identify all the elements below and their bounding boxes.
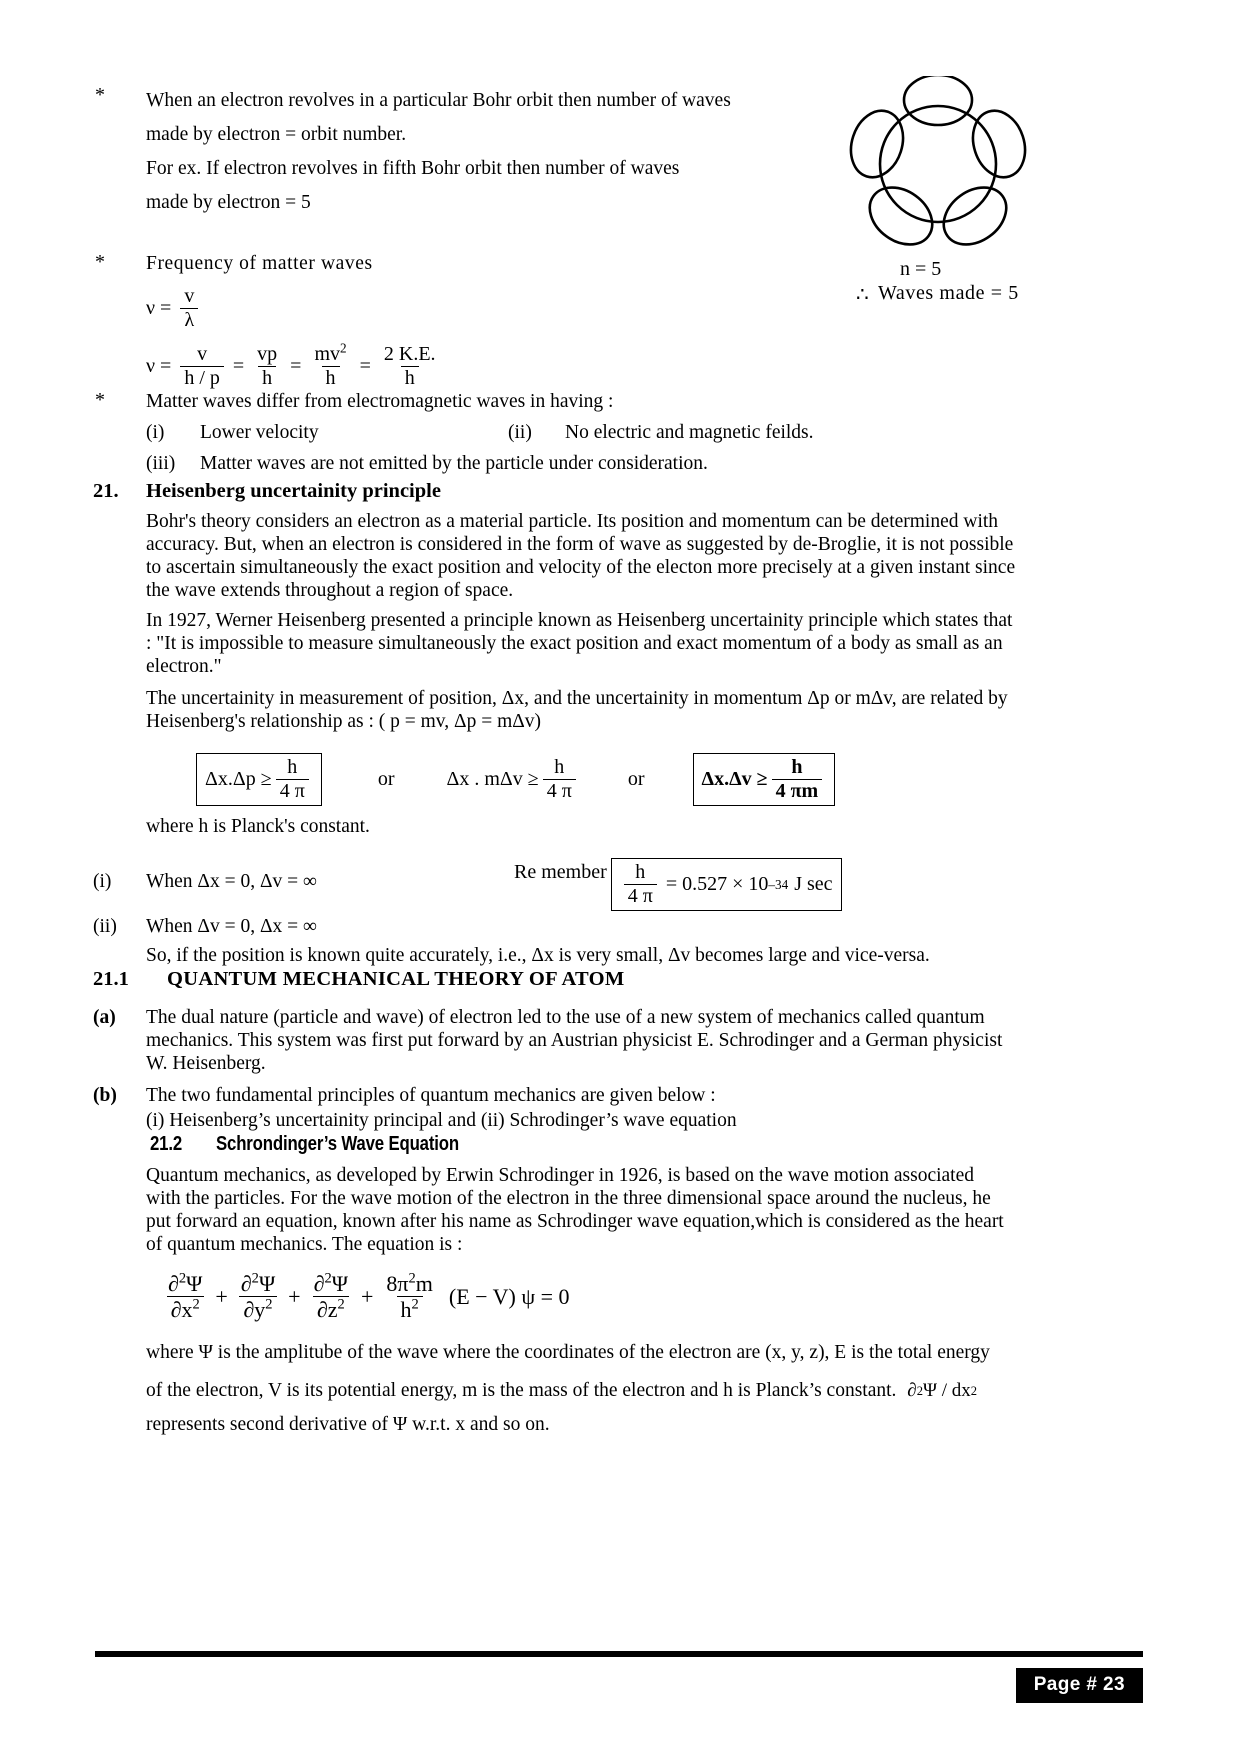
bullet-1-line-3: For ex. If electron revolves in fifth Bohr orbit then number of waves <box>146 158 680 179</box>
fraction-d2psi-dz2 <box>310 1272 352 1321</box>
list-marker-i: (i) <box>146 422 165 443</box>
fraction-numerator <box>382 1272 437 1296</box>
footer-divider <box>95 1651 1143 1657</box>
paragraph-line: The uncertainity in measurement of position, Δx, and the uncertainity in momentum Δp or mΔv, are related by <box>146 688 1008 709</box>
exponent-2: 2 <box>251 1270 259 1287</box>
fraction-denominator: h <box>322 366 340 389</box>
paragraph-line: Bohr's theory considers an electron as a material particle. Its position and momentum can be determined with <box>146 511 999 532</box>
exponent-2: 2 <box>337 1296 345 1313</box>
fraction-8pi2m-over-h2 <box>382 1272 437 1321</box>
diagram-label-n: n = 5 <box>900 258 942 280</box>
fraction-numerator: h <box>635 861 646 883</box>
case-followup-text: So, if the position is known quite accurately, i.e., Δx is very small, Δv becomes large and vice-versa. <box>146 945 930 966</box>
nu-symbol: ν <box>146 297 156 319</box>
diagram-therefore-symbol: ∴ <box>856 284 869 306</box>
partial-y: ∂y <box>243 1297 266 1323</box>
exponent-2: 2 <box>192 1296 200 1313</box>
section-title-heisenberg: Heisenberg uncertainity principle <box>146 480 441 502</box>
paragraph-line: accuracy. But, when an electron is considered in the form of wave as suggested by de-Broglie, it is not possible <box>146 534 1014 555</box>
exponent-2: 2 <box>408 1270 416 1287</box>
fraction-numerator <box>310 1272 352 1296</box>
chain-lhs: ν <box>146 355 156 377</box>
fraction-denominator <box>313 1296 349 1321</box>
paragraph-line: The two fundamental principles of quantum mechanics are given below : <box>146 1085 716 1106</box>
fraction-denominator: 4 πm <box>772 779 823 802</box>
where-suffix: is the amplitube of the wave where the coordinates of the electron are (x, y, z), E is the total energy <box>212 1342 990 1363</box>
fraction-denominator <box>397 1296 423 1321</box>
list-item-not-emitted: Matter waves are not emitted by the particle under consideration. <box>200 453 708 474</box>
fraction-h-over-4pi <box>624 862 657 907</box>
psi-symbol: Ψ <box>198 1342 213 1363</box>
uncertainty-formula-2 <box>446 757 579 802</box>
where-prefix: where <box>146 1342 199 1363</box>
section-number-21-1: 21.1 <box>93 968 129 990</box>
fraction-denominator: h / p <box>180 366 224 389</box>
partial-symbol: ∂ <box>168 1271 179 1296</box>
partial-symbol: ∂ <box>313 1271 325 1296</box>
paragraph-line: Quantum mechanics, as developed by Erwin Schrodinger in 1926, is based on the wave motion associated <box>146 1165 975 1186</box>
fraction-numerator <box>164 1272 206 1296</box>
remember-unit: J sec <box>794 873 833 895</box>
bullet-1-line-1: When an electron revolves in a particular Bohr orbit then number of waves <box>146 90 731 111</box>
uncertainty-lhs-1: Δx.Δp ≥ <box>205 768 272 790</box>
remember-value: 0.527 × 10 <box>682 873 769 895</box>
case-marker-i: (i) <box>93 871 112 892</box>
case-text-ii: When Δv = 0, Δx = ∞ <box>146 916 317 937</box>
psi-over-dx: Ψ / dx <box>922 1380 971 1401</box>
represents-prefix: represents second derivative of <box>146 1414 393 1435</box>
psi-symbol: Ψ <box>186 1271 203 1296</box>
frequency-of-matter-waves-title: Frequency of matter waves <box>146 253 373 274</box>
mv-text: mv <box>314 343 341 365</box>
fraction-denominator: 4 π <box>543 779 576 802</box>
plancks-constant-note: where h is Planck's constant. <box>146 816 370 837</box>
fraction-denominator: h <box>258 366 276 389</box>
standing-wave-diagram <box>838 76 1038 261</box>
uncertainty-lhs-3: Δx.Δv ≥ <box>701 768 768 790</box>
plus-sign-2: + <box>288 1283 301 1309</box>
page-number-badge: Page # 23 <box>1016 1668 1143 1703</box>
bullet-star-3: * <box>95 389 105 411</box>
fraction-denominator: λ <box>180 308 198 331</box>
diagram-label-waves: Waves made = 5 <box>878 282 1019 304</box>
fraction-denominator: 4 π <box>276 779 309 802</box>
list-item-lower-velocity: Lower velocity <box>200 422 319 443</box>
uncertainty-lhs-2: Δx . mΔv ≥ <box>446 768 539 790</box>
plus-sign-1: + <box>215 1283 228 1309</box>
psi-symbol: Ψ <box>258 1271 276 1296</box>
fraction-numerator: h <box>287 756 298 778</box>
exponent-2: 2 <box>411 1296 419 1313</box>
fraction-denominator: 4 π <box>624 884 657 907</box>
exponent-2: 2 <box>324 1270 332 1287</box>
matter-waves-differ-title: Matter waves differ from electromagnetic waves in having : <box>146 391 614 412</box>
bullet-star-1: * <box>95 84 105 106</box>
partial-z: ∂z <box>316 1297 338 1323</box>
fraction-numerator: v <box>184 285 195 307</box>
paragraph-line: the wave extends throughout a region of space. <box>146 580 514 601</box>
fraction-numerator: h <box>791 756 803 778</box>
section-title-schrodinger-wave-equation: Schrondinger’s Wave Equation <box>216 1133 459 1155</box>
chain-equals-2: = <box>232 355 245 377</box>
fraction-v-over-h-p <box>180 344 224 389</box>
paragraph-line: with the particles. For the wave motion of the electron in the three dimensional space around the nucleus, he <box>146 1188 991 1209</box>
fraction-numerator: 2 K.E. <box>383 343 436 365</box>
bullet-star-2: * <box>95 251 105 273</box>
fraction-d2psi-dx2 <box>164 1272 206 1321</box>
closing-paragraph-line-3 <box>146 1412 1156 1438</box>
list-item-no-electric-magnetic: No electric and magnetic feilds. <box>565 422 814 443</box>
fraction-mv2-over-h <box>310 340 350 389</box>
equals-sign: = <box>665 873 678 895</box>
paragraph-line: W. Heisenberg. <box>146 1053 266 1074</box>
paragraph-line: In 1927, Werner Heisenberg presented a principle known as Heisenberg uncertainity principle which states that <box>146 610 1013 631</box>
exponent-2: 2 <box>265 1296 273 1313</box>
remember-formula: $\frac{h}{4 \pi}$ = 0.527 × 10 –34 J sec <box>611 858 842 911</box>
paragraph-line: to ascertain simultaneously the exact position and velocity of the electon more precisely at a given instant since <box>146 557 1016 578</box>
represents-suffix: w.r.t. x and so on. <box>407 1414 550 1435</box>
fraction-numerator: v <box>197 343 208 365</box>
second-derivative-notation: ∂ 2 Ψ / dx 2 <box>907 1378 977 1404</box>
or-separator-1: or <box>377 768 395 790</box>
paragraph-line: (i) Heisenberg’s uncertainity principal and (ii) Schrodinger’s wave equation <box>146 1110 737 1131</box>
exponent-2: 2 <box>178 1270 187 1287</box>
section-number-21: 21. <box>93 480 119 502</box>
fraction-numerator: vp <box>257 343 278 365</box>
frequency-formula-chain <box>146 340 444 389</box>
chain-equals-3: = <box>290 355 302 377</box>
remember-label: Re member <box>514 861 607 883</box>
fraction-h-over-4pim <box>772 757 823 802</box>
section-number-21-2: 21.2 <box>150 1133 183 1155</box>
case-marker-ii: (ii) <box>93 916 117 937</box>
psi-symbol: Ψ <box>331 1271 348 1296</box>
chain-equals-1: = <box>160 355 172 377</box>
remember-box <box>514 858 842 911</box>
paragraph-line: The dual nature (particle and wave) of electron led to the use of a new system of mechanics called quantum <box>146 1007 985 1028</box>
frequency-formula-simple <box>146 286 202 331</box>
section-title-quantum-mechanical-theory: QUANTUM MECHANICAL THEORY OF ATOM <box>167 968 625 990</box>
bullet-1-line-2: made by electron = orbit number. <box>146 124 407 145</box>
closing-paragraph-line-1 <box>146 1340 1156 1366</box>
plus-sign-3: + <box>360 1283 374 1309</box>
psi-symbol: Ψ <box>392 1414 408 1435</box>
item-marker-a: (a) <box>93 1007 116 1028</box>
or-separator-2: or <box>627 768 645 790</box>
fraction-numerator <box>237 1272 279 1296</box>
eight-pi: 8π <box>386 1271 409 1296</box>
case-text-i: When Δx = 0, Δv = ∞ <box>146 871 317 892</box>
partial-symbol: ∂ <box>240 1271 252 1296</box>
fraction-denominator <box>239 1296 276 1321</box>
paragraph-line: Heisenberg's relationship as : ( p = mv, Δp = mΔv) <box>146 711 542 732</box>
chain-equals-4: = <box>359 355 371 377</box>
closing-paragraph-line-2 <box>146 1378 1156 1404</box>
schrodinger-tail: (E − V) ψ = 0 <box>448 1283 570 1309</box>
paragraph-line: electron." <box>146 656 222 677</box>
uncertainty-formula-box-3 <box>693 753 836 806</box>
uncertainty-relations-row <box>196 753 835 806</box>
exponent-2: 2 <box>340 340 347 356</box>
uncertainty-formula-box-1 <box>196 753 322 806</box>
planck-h: h <box>400 1297 412 1323</box>
partial-symbol: ∂ <box>907 1380 917 1401</box>
fraction-denominator: h <box>401 366 419 389</box>
paragraph-line: : "It is impossible to measure simultaneously the exact position and exact momentum of a body as small as an <box>146 633 1003 654</box>
list-marker-ii: (ii) <box>508 422 532 443</box>
standing-wave-svg <box>838 76 1038 256</box>
fraction-2ke-over-h <box>380 344 440 389</box>
paragraph-line: of quantum mechanics. The equation is : <box>146 1234 463 1255</box>
item-marker-b: (b) <box>93 1085 117 1106</box>
schrodinger-wave-equation <box>160 1272 570 1321</box>
mass-symbol: m <box>415 1271 433 1296</box>
fraction-numerator <box>310 340 350 366</box>
fraction-denominator <box>167 1296 204 1321</box>
bullet-1-line-4: made by electron = 5 <box>146 192 311 213</box>
fraction-h-over-4pi <box>543 757 576 802</box>
equals-sign: = <box>160 297 172 319</box>
closing-text: of the electron, V is its potential energy, m is the mass of the electron and h is Planck’s constant. <box>146 1380 897 1401</box>
list-marker-iii: (iii) <box>146 453 176 474</box>
fraction-h-over-4pi <box>276 757 309 802</box>
paragraph-line: put forward an equation, known after his name as Schrodinger wave equation,which is considered as the heart <box>146 1211 1004 1232</box>
v-over-lambda-fraction <box>180 286 198 331</box>
fraction-numerator: h <box>554 756 565 778</box>
fraction-d2psi-dy2 <box>237 1272 279 1321</box>
partial-x: ∂x <box>170 1297 193 1323</box>
fraction-vp-over-h <box>253 344 281 389</box>
paragraph-line: mechanics. This system was first put forward by an Austrian physicist E. Schrodinger and a German physicist <box>146 1030 1003 1051</box>
